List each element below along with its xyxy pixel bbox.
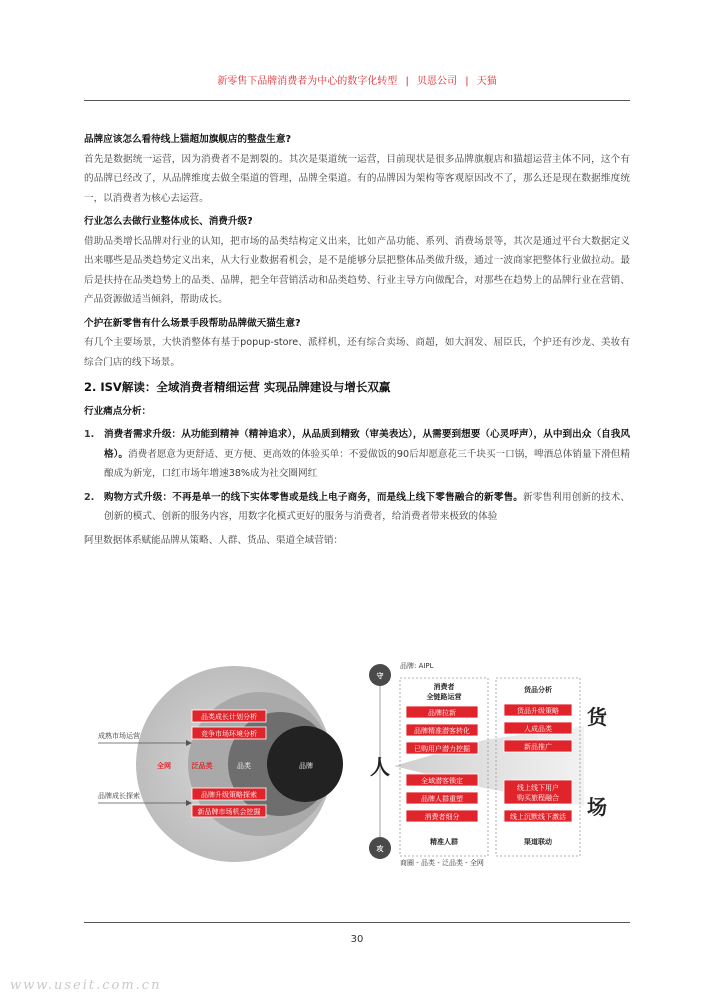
column-title: 全链路运营 [426,693,462,701]
list-item [84,488,630,527]
red-box-text: 消费者细分 [424,813,460,821]
answer-paragraph: 借助品类增长品牌对行业的认知，把市场的品类结构定义出来，比如产品功能、系列、消费场景等，其次是通过平台大数据定义出来哪些是品类趋势定义出来，从大行业数据看机会，是不是能够分层把整体品类做升级，通过一波商家把整体行业做拉动。最后是扶持在品类趋势上的品类、品牌，把全年营销活动和品类趋势、行业主导方向做配合，对那些在趋势上的品牌行业在营销、产品资源做适当倾斜，帮助成长。 [84,235,630,305]
red-box-text: 线上沉默线下激活 [510,813,566,821]
column-footer: 渠道联动 [524,838,552,846]
answer-paragraph: 首先是数据统一运营，因为消费者不是割裂的。其次是渠道统一运营，目前现状是很多品牌旗舰店和猫超运营主体不同，这个有的品牌已经改了，从品牌维度去做全渠道的管理，品牌全渠道。有的品牌因为架构等客观原因改不了，那么还是现在数据维度统一，以消费者为核心去运营。 [84,153,630,204]
column-title: 货品分析 [524,686,552,694]
label-mature-market: 成熟市场运营 [98,732,140,740]
ring-label-fan-category: 泛品类 [191,762,213,770]
ring-label-category: 品类 [237,762,251,770]
red-box-text: 竞争市场环境分析 [201,730,257,738]
question-heading: 品牌应该怎么看待线上猫超加旗舰店的整盘生意? [84,134,292,145]
header-title: 新零售下品牌消费者为中心的数字化转型 [217,76,398,87]
page-number: 30 [350,934,364,945]
red-box-text: 人成品类 [524,725,552,733]
list-item [84,425,630,484]
red-box-text: 品牌人群重塑 [421,795,463,803]
question-heading: 个护在新零售有什么场景手段帮助品牌做天猫生意? [84,317,301,329]
header-separator: | [465,76,469,87]
big-char-huo: 货 [587,705,607,729]
subsection-heading: 行业痛点分析： [84,405,152,417]
attack-badge-text: 攻 [376,845,384,853]
footer-rule [84,922,630,923]
red-box-text: 全域潜客锁定 [421,777,463,785]
big-char-chang: 场 [587,795,607,819]
red-box-text: 品牌精准潜客转化 [414,727,470,735]
list-number: 2. [84,491,95,503]
figure-svg [84,648,630,910]
label-scope: 商圈 - 品类 - 泛品类 - 全网 [400,859,484,867]
header-rule [84,100,630,101]
list-item-text: 消费者愿意为更舒适、更方便、更高效的体验买单：不爱做饭的90后却愿意花三千块买一口锅，啤酒总体销量下滑但精酿成为新宠，口红市场年增速38%成为社交圈网红 [104,448,630,479]
red-box-text: 新品牌市场机会挖掘 [197,808,261,816]
big-char-ren: 人 [370,755,390,779]
list-item-text: 新零售利用创新的技术、创新的模式、创新的服务内容，用数字化模式更好的服务与消费者，给消费者带来极致的体验 [104,491,631,522]
header-company: 贝恩公司 [417,76,457,87]
list-item-bold: 消费者需求升级：从功能到精神（精神追求），从品质到精致（审美表达），从需要到想要（心灵呼声），从中到出众（自我风格）。 [104,429,630,460]
ring-label-brand: 品牌 [299,762,313,770]
question-heading: 行业怎么去做行业整体成长、消费升级? [84,216,253,227]
list-number: 1. [84,429,95,440]
defend-badge-text: 守 [376,672,384,680]
red-box-text: 品牌拉新 [428,709,456,717]
label-brand-growth: 品牌成长探索 [98,792,140,800]
answer-paragraph: 有几个主要场景，大快消整体有基于popup-store、派样机，还有综合卖场、商超，如大润发、屈臣氏，个护还有沙龙、美妆有综合门店的线下场景。 [84,337,630,368]
running-header [84,72,630,87]
watermark: www.useit.com.cn [10,978,162,993]
section-heading: 2. ISV解读：全域消费者精细运营 实现品牌建设与增长双赢 [84,380,391,394]
header-partner: 天猫 [476,76,497,87]
ring-label-all-network: 全网 [157,762,171,770]
label-brand-aipl: 品牌: AIPL [400,662,434,670]
red-box-text: 新品推广 [524,743,552,751]
marketing-figure [84,648,630,910]
column-footer: 精准人群 [430,838,458,846]
main-content [84,130,630,554]
red-box-text: 品类成长计划分析 [201,713,257,721]
red-box-text: 已购用户潜力挖掘 [414,745,470,753]
column-title: 消费者 [433,683,455,691]
red-box-text: 品牌升级策略探索 [201,791,257,799]
red-box-text: 货品升级策略 [517,707,559,715]
figure-intro: 阿里数据体系赋能品牌从策略、人群、货品、渠道全域营销： [84,534,344,546]
header-separator: | [405,76,409,87]
red-box-text: 购买旅程融合 [517,794,559,802]
list-item-bold: 购物方式升级：不再是单一的线下实体零售或是线上电子商务，而是线上线下零售融合的新零售。 [104,491,523,503]
red-box-text: 线上线下用户 [517,784,559,792]
